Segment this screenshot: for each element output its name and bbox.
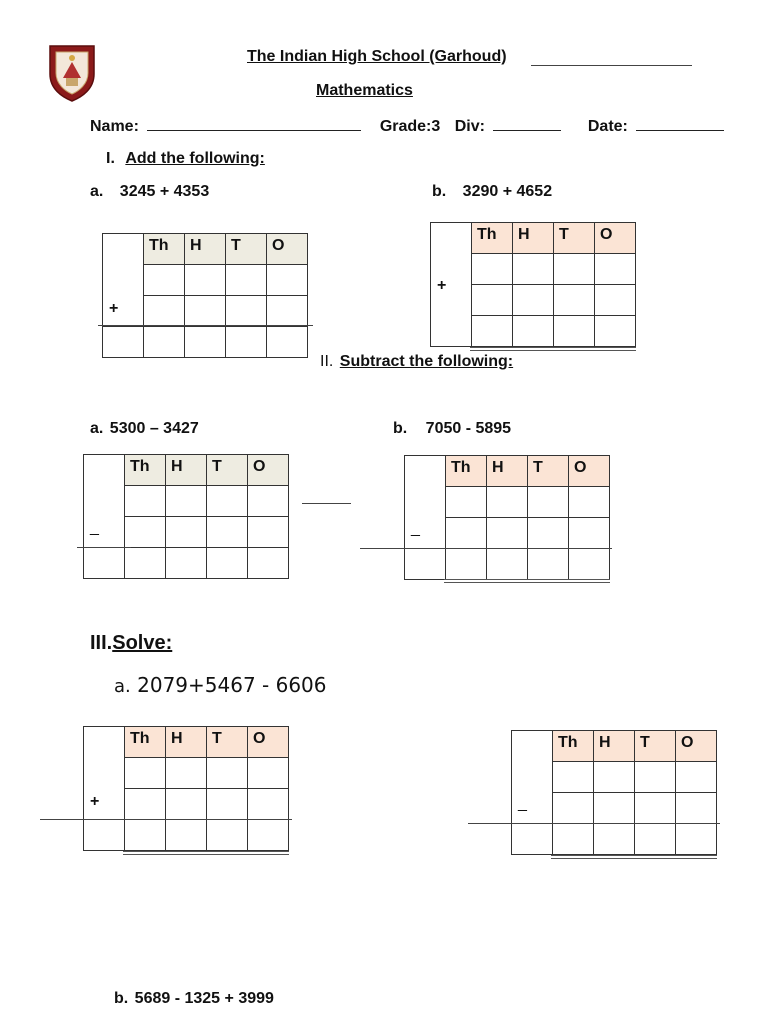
cell[interactable] <box>267 265 308 296</box>
problem-expression: 3245 + 4353 <box>119 183 210 200</box>
header-hundreds: H <box>487 456 528 487</box>
cell <box>84 548 125 579</box>
answer-cell[interactable] <box>248 820 289 851</box>
header-tens: T <box>207 455 248 486</box>
header-thousands: Th <box>144 234 185 265</box>
answer-double-line <box>123 851 289 855</box>
answer-cell[interactable] <box>248 548 289 579</box>
cell[interactable] <box>267 296 308 327</box>
cell[interactable] <box>513 254 554 285</box>
cell[interactable] <box>528 518 569 549</box>
problem-add-b <box>432 183 552 201</box>
problem-label: a. <box>90 183 104 200</box>
stray-line <box>302 503 351 504</box>
cell <box>84 820 125 851</box>
problem-label: b. <box>432 183 447 200</box>
header-tens: T <box>528 456 569 487</box>
operator-cell <box>84 455 125 548</box>
cell[interactable] <box>125 517 166 548</box>
place-value-table-add-a <box>102 233 308 358</box>
minus-sign: _ <box>411 520 420 537</box>
header-thousands: Th <box>472 223 513 254</box>
section-title: Add the following: <box>125 150 265 167</box>
header-thousands: Th <box>125 727 166 758</box>
answer-cell[interactable] <box>144 327 185 358</box>
cell[interactable] <box>595 285 636 316</box>
header-tens: T <box>226 234 267 265</box>
section-two-heading <box>320 353 513 371</box>
header-hundreds: H <box>513 223 554 254</box>
cell[interactable] <box>553 793 594 824</box>
problem-add-a <box>90 183 209 201</box>
header-ones: O <box>595 223 636 254</box>
cell[interactable] <box>207 758 248 789</box>
cell <box>103 327 144 358</box>
section-number: III. <box>90 632 113 654</box>
answer-cell[interactable] <box>166 820 207 851</box>
header-hundreds: H <box>185 234 226 265</box>
answer-cell[interactable] <box>513 316 554 347</box>
cell[interactable] <box>125 486 166 517</box>
cell[interactable] <box>595 254 636 285</box>
answer-double-line <box>444 579 610 583</box>
place-value-table-solve-a-subtraction <box>511 730 717 855</box>
problem-expression: 2079+5467 - 6606 <box>137 673 327 697</box>
problem-expression: 5689 - 1325 + 3999 <box>134 990 274 1007</box>
cell[interactable] <box>248 517 289 548</box>
minus-sign: _ <box>90 519 99 536</box>
operator-cell <box>103 234 144 327</box>
section-one-heading <box>106 150 265 168</box>
cell[interactable] <box>248 789 289 820</box>
section-number: II. <box>320 353 334 370</box>
cell[interactable] <box>554 254 595 285</box>
problem-solve-b <box>114 990 274 1008</box>
cell[interactable] <box>528 487 569 518</box>
div-label: Div: <box>454 118 485 135</box>
header-ones: O <box>569 456 610 487</box>
cell <box>405 549 446 580</box>
cell[interactable] <box>125 758 166 789</box>
cell[interactable] <box>125 789 166 820</box>
header-tens: T <box>635 731 676 762</box>
problem-label: a. <box>114 676 131 697</box>
problem-label: a. <box>90 420 104 437</box>
answer-cell[interactable] <box>185 327 226 358</box>
problem-sub-b <box>393 420 511 438</box>
header-ones: O <box>248 727 289 758</box>
title-underline <box>531 65 692 66</box>
cell[interactable] <box>472 285 513 316</box>
section-three-heading <box>90 632 172 655</box>
header-ones: O <box>676 731 717 762</box>
cell[interactable] <box>569 518 610 549</box>
subject-title: Mathematics <box>316 82 413 99</box>
problem-solve-a <box>114 673 327 697</box>
problem-label: b. <box>114 990 129 1007</box>
place-value-table-sub-b <box>404 455 610 580</box>
answer-cell[interactable] <box>207 548 248 579</box>
cell[interactable] <box>446 518 487 549</box>
answer-cell[interactable] <box>487 549 528 580</box>
cell[interactable] <box>166 517 207 548</box>
place-value-table-sub-a <box>83 454 289 579</box>
section-title: Subtract the following: <box>339 353 514 370</box>
answer-cell[interactable] <box>676 824 717 855</box>
cell[interactable] <box>487 518 528 549</box>
answer-cell[interactable] <box>553 824 594 855</box>
cell[interactable] <box>635 793 676 824</box>
cell[interactable] <box>144 265 185 296</box>
answer-cell[interactable] <box>528 549 569 580</box>
answer-cell[interactable] <box>267 327 308 358</box>
header-ones: O <box>267 234 308 265</box>
answer-cell[interactable] <box>226 327 267 358</box>
answer-cell[interactable] <box>125 820 166 851</box>
cell[interactable] <box>513 285 554 316</box>
cell[interactable] <box>635 762 676 793</box>
plus-sign: + <box>90 793 100 810</box>
difference-line <box>77 547 131 548</box>
problem-sub-a <box>90 420 199 438</box>
cell[interactable] <box>248 758 289 789</box>
header-hundreds: H <box>594 731 635 762</box>
answer-double-line <box>470 347 636 351</box>
cell[interactable] <box>248 486 289 517</box>
cell[interactable] <box>226 265 267 296</box>
answer-cell[interactable] <box>472 316 513 347</box>
cell[interactable] <box>594 762 635 793</box>
cell[interactable] <box>207 517 248 548</box>
answer-cell[interactable] <box>446 549 487 580</box>
header-hundreds: H <box>166 455 207 486</box>
place-value-table-solve-a-addition <box>83 726 289 851</box>
cell[interactable] <box>554 285 595 316</box>
header-tens: T <box>554 223 595 254</box>
date-field[interactable] <box>636 116 724 131</box>
problem-expression: 7050 - 5895 <box>425 420 512 437</box>
plus-sign: + <box>109 300 119 317</box>
cell[interactable] <box>487 487 528 518</box>
date-label: Date: <box>587 118 628 135</box>
cell[interactable] <box>166 758 207 789</box>
cell[interactable] <box>185 265 226 296</box>
section-number: I. <box>106 150 115 167</box>
header-thousands: Th <box>125 455 166 486</box>
cell[interactable] <box>207 486 248 517</box>
header-thousands: Th <box>446 456 487 487</box>
place-value-table-add-b <box>430 222 636 347</box>
cell[interactable] <box>226 296 267 327</box>
cell[interactable] <box>553 762 594 793</box>
problem-label: b. <box>393 420 408 437</box>
difference-line <box>468 823 720 824</box>
name-label: Name: <box>90 118 139 135</box>
problem-expression: 3290 + 4652 <box>462 183 553 200</box>
difference-line <box>360 548 612 549</box>
grade-label: Grade:3 <box>379 118 441 135</box>
name-field[interactable] <box>147 116 361 131</box>
school-logo <box>46 44 98 102</box>
cell[interactable] <box>166 789 207 820</box>
cell[interactable] <box>569 487 610 518</box>
cell[interactable] <box>676 793 717 824</box>
cell[interactable] <box>594 793 635 824</box>
answer-cell[interactable] <box>166 548 207 579</box>
cell[interactable] <box>144 296 185 327</box>
sum-line <box>98 325 313 326</box>
problem-expression: 5300 – 3427 <box>109 420 199 437</box>
cell[interactable] <box>207 789 248 820</box>
operator-cell <box>405 456 446 549</box>
school-title: The Indian High School (Garhoud) <box>247 48 507 65</box>
cell[interactable] <box>166 486 207 517</box>
cell[interactable] <box>676 762 717 793</box>
answer-double-line <box>551 855 717 859</box>
operator-cell <box>431 223 472 347</box>
answer-cell[interactable] <box>595 316 636 347</box>
answer-cell[interactable] <box>635 824 676 855</box>
operator-cell <box>512 731 553 824</box>
header-hundreds: H <box>166 727 207 758</box>
cell[interactable] <box>446 487 487 518</box>
answer-cell[interactable] <box>594 824 635 855</box>
answer-cell[interactable] <box>125 548 166 579</box>
header-tens: T <box>207 727 248 758</box>
header-thousands: Th <box>553 731 594 762</box>
minus-sign: _ <box>518 795 527 812</box>
cell <box>512 824 553 855</box>
section-title: Solve: <box>112 632 173 654</box>
plus-sign: + <box>437 277 447 294</box>
header-ones: O <box>248 455 289 486</box>
answer-cell[interactable] <box>207 820 248 851</box>
student-info-row <box>90 116 724 136</box>
cell[interactable] <box>185 296 226 327</box>
answer-cell[interactable] <box>554 316 595 347</box>
div-field[interactable] <box>493 116 561 131</box>
operator-cell <box>84 727 125 820</box>
answer-cell[interactable] <box>569 549 610 580</box>
cell[interactable] <box>472 254 513 285</box>
sum-line <box>40 819 292 820</box>
